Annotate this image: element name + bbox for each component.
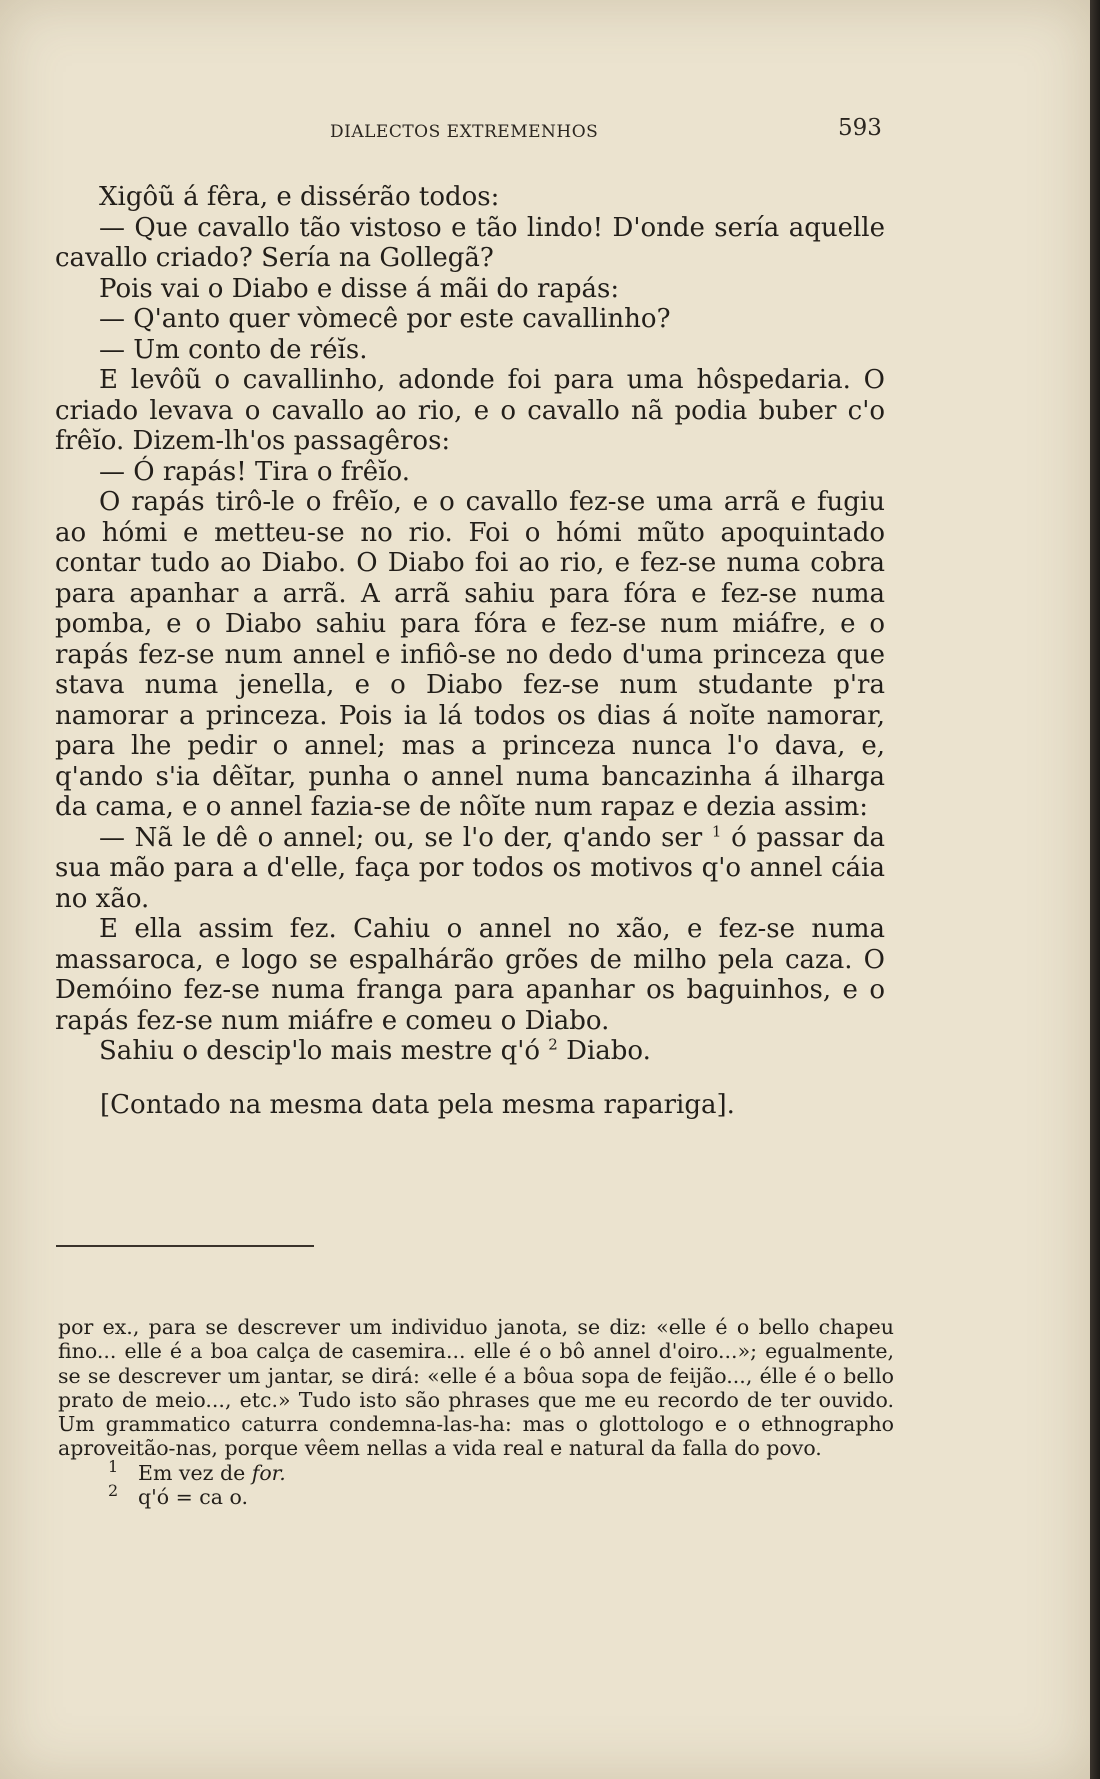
paragraph-text: Diabo. — [566, 1036, 651, 1066]
paragraph: — Que cavallo tão vistoso e tão lindo! D'onde sería aquelle cavallo criado? Sería na Gollegã? — [55, 212, 885, 273]
paragraph — [55, 823, 885, 915]
page-edge — [1090, 0, 1100, 1779]
paragraph: — Q'anto quer vòmecê por este cavallinho? — [99, 304, 671, 334]
paragraph: O rapás tirô-le o frêĭo, e o cavallo fez-se uma arrã e fugiu ao hómi e metteu-se no rio. Foi o hómi mũto apoquintado contar tudo ao Diabo. O Diabo foi ao rio, e fez-se numa cobra para apanhar a arrã. A arrã sahiu para fóra e fez-se numa pomba, e o Diabo sahiu para fóra e fez-se num miáfre, e o rapás fez-se num annel e infiô-se no dedo d'uma princeza que stava numa jenella, e o Diabo fez-se num studante p'ra namorar a princeza. Pois ia lá todos os dias á noĭte namorar, para lhe pedir o annel; mas a princeza nunca l'o dava, e, q'ando s'ia dêĭtar, punha o annel numa bancazinha á ilharga da cama, e o annel fazia-se de nôĭte num rapaz e dezia assim: — [55, 487, 885, 822]
paragraph: Xigôũ á fêra, e dissérão todos: — [99, 182, 500, 212]
footnote-divider — [56, 1245, 314, 1247]
footnote-text: q'ó = ca o. — [138, 1485, 249, 1510]
footnote-ref: 1 — [711, 821, 722, 840]
running-head: DIALECTOS EXTREMENHOS — [330, 122, 599, 142]
footnotes — [58, 1315, 894, 1509]
page-number: 593 — [838, 115, 882, 141]
source-note: [Contado na mesma data pela mesma rapariga]. — [100, 1090, 735, 1120]
footnote-1: 1 Em vez de for. — [108, 1456, 286, 1485]
footnote-continuation: por ex., para se descrever um individuo janota, se diz: «elle é o bello chapeu fino... elle é a boa calça de casemira... elle é o bô annel d'oiro...»; egualmente, se se descrever um jantar, se dirá: «elle é a bôua sopa de feijão..., élle é o bello prato de meio..., etc.» Tudo isto são phrases que me eu recordo de ter ouvido. Um grammatico caturra condemna-las-ha: mas o glottologo e o ethnographo aproveitão-nas, porque vêem nellas a vida real e natural da falla do povo. — [58, 1315, 894, 1461]
main-text — [55, 182, 885, 1067]
paragraph-text: ó passar da sua mão para a d'elle, faça por todos os motivos q'o annel cáia no xão. — [55, 822, 886, 914]
paragraph: E levôũ o cavallinho, adonde foi para uma hôspedaria. O criado levava o cavallo ao rio, e o cavallo nã podia buber c'o frêĭo. Dizem-lh'os passagêros: — [55, 365, 885, 456]
paragraph: Pois vai o Diabo e disse á mãi do rapás: — [99, 273, 620, 304]
paragraph — [55, 1036, 885, 1067]
footnote-ref: 2 — [548, 1035, 558, 1054]
paragraph-text: Sahiu o descip'lo mais mestre q'ó — [99, 1036, 541, 1066]
footnote-text-italic: for. — [251, 1460, 286, 1485]
paragraph: E ella assim fez. Cahiu o annel no xão, e fez-se numa massaroca, e logo se espalhárão grões de milho pela caza. O Demóino fez-se numa franga para apanhar os baguinhos, e o rapás fez-se num miáfre e comeu o Diabo. — [55, 914, 885, 1036]
paragraph: — Ó rapás! Tira o frêĭo. — [99, 456, 410, 487]
footnote-2: 2 q'ó = ca o. — [108, 1481, 249, 1510]
paragraph: — Um conto de réĭs. — [99, 334, 368, 365]
footnote-text: Em vez de — [138, 1460, 246, 1485]
paragraph-text: — Nã le dê o annel; ou, se l'o der, q'ando ser — [99, 822, 703, 853]
